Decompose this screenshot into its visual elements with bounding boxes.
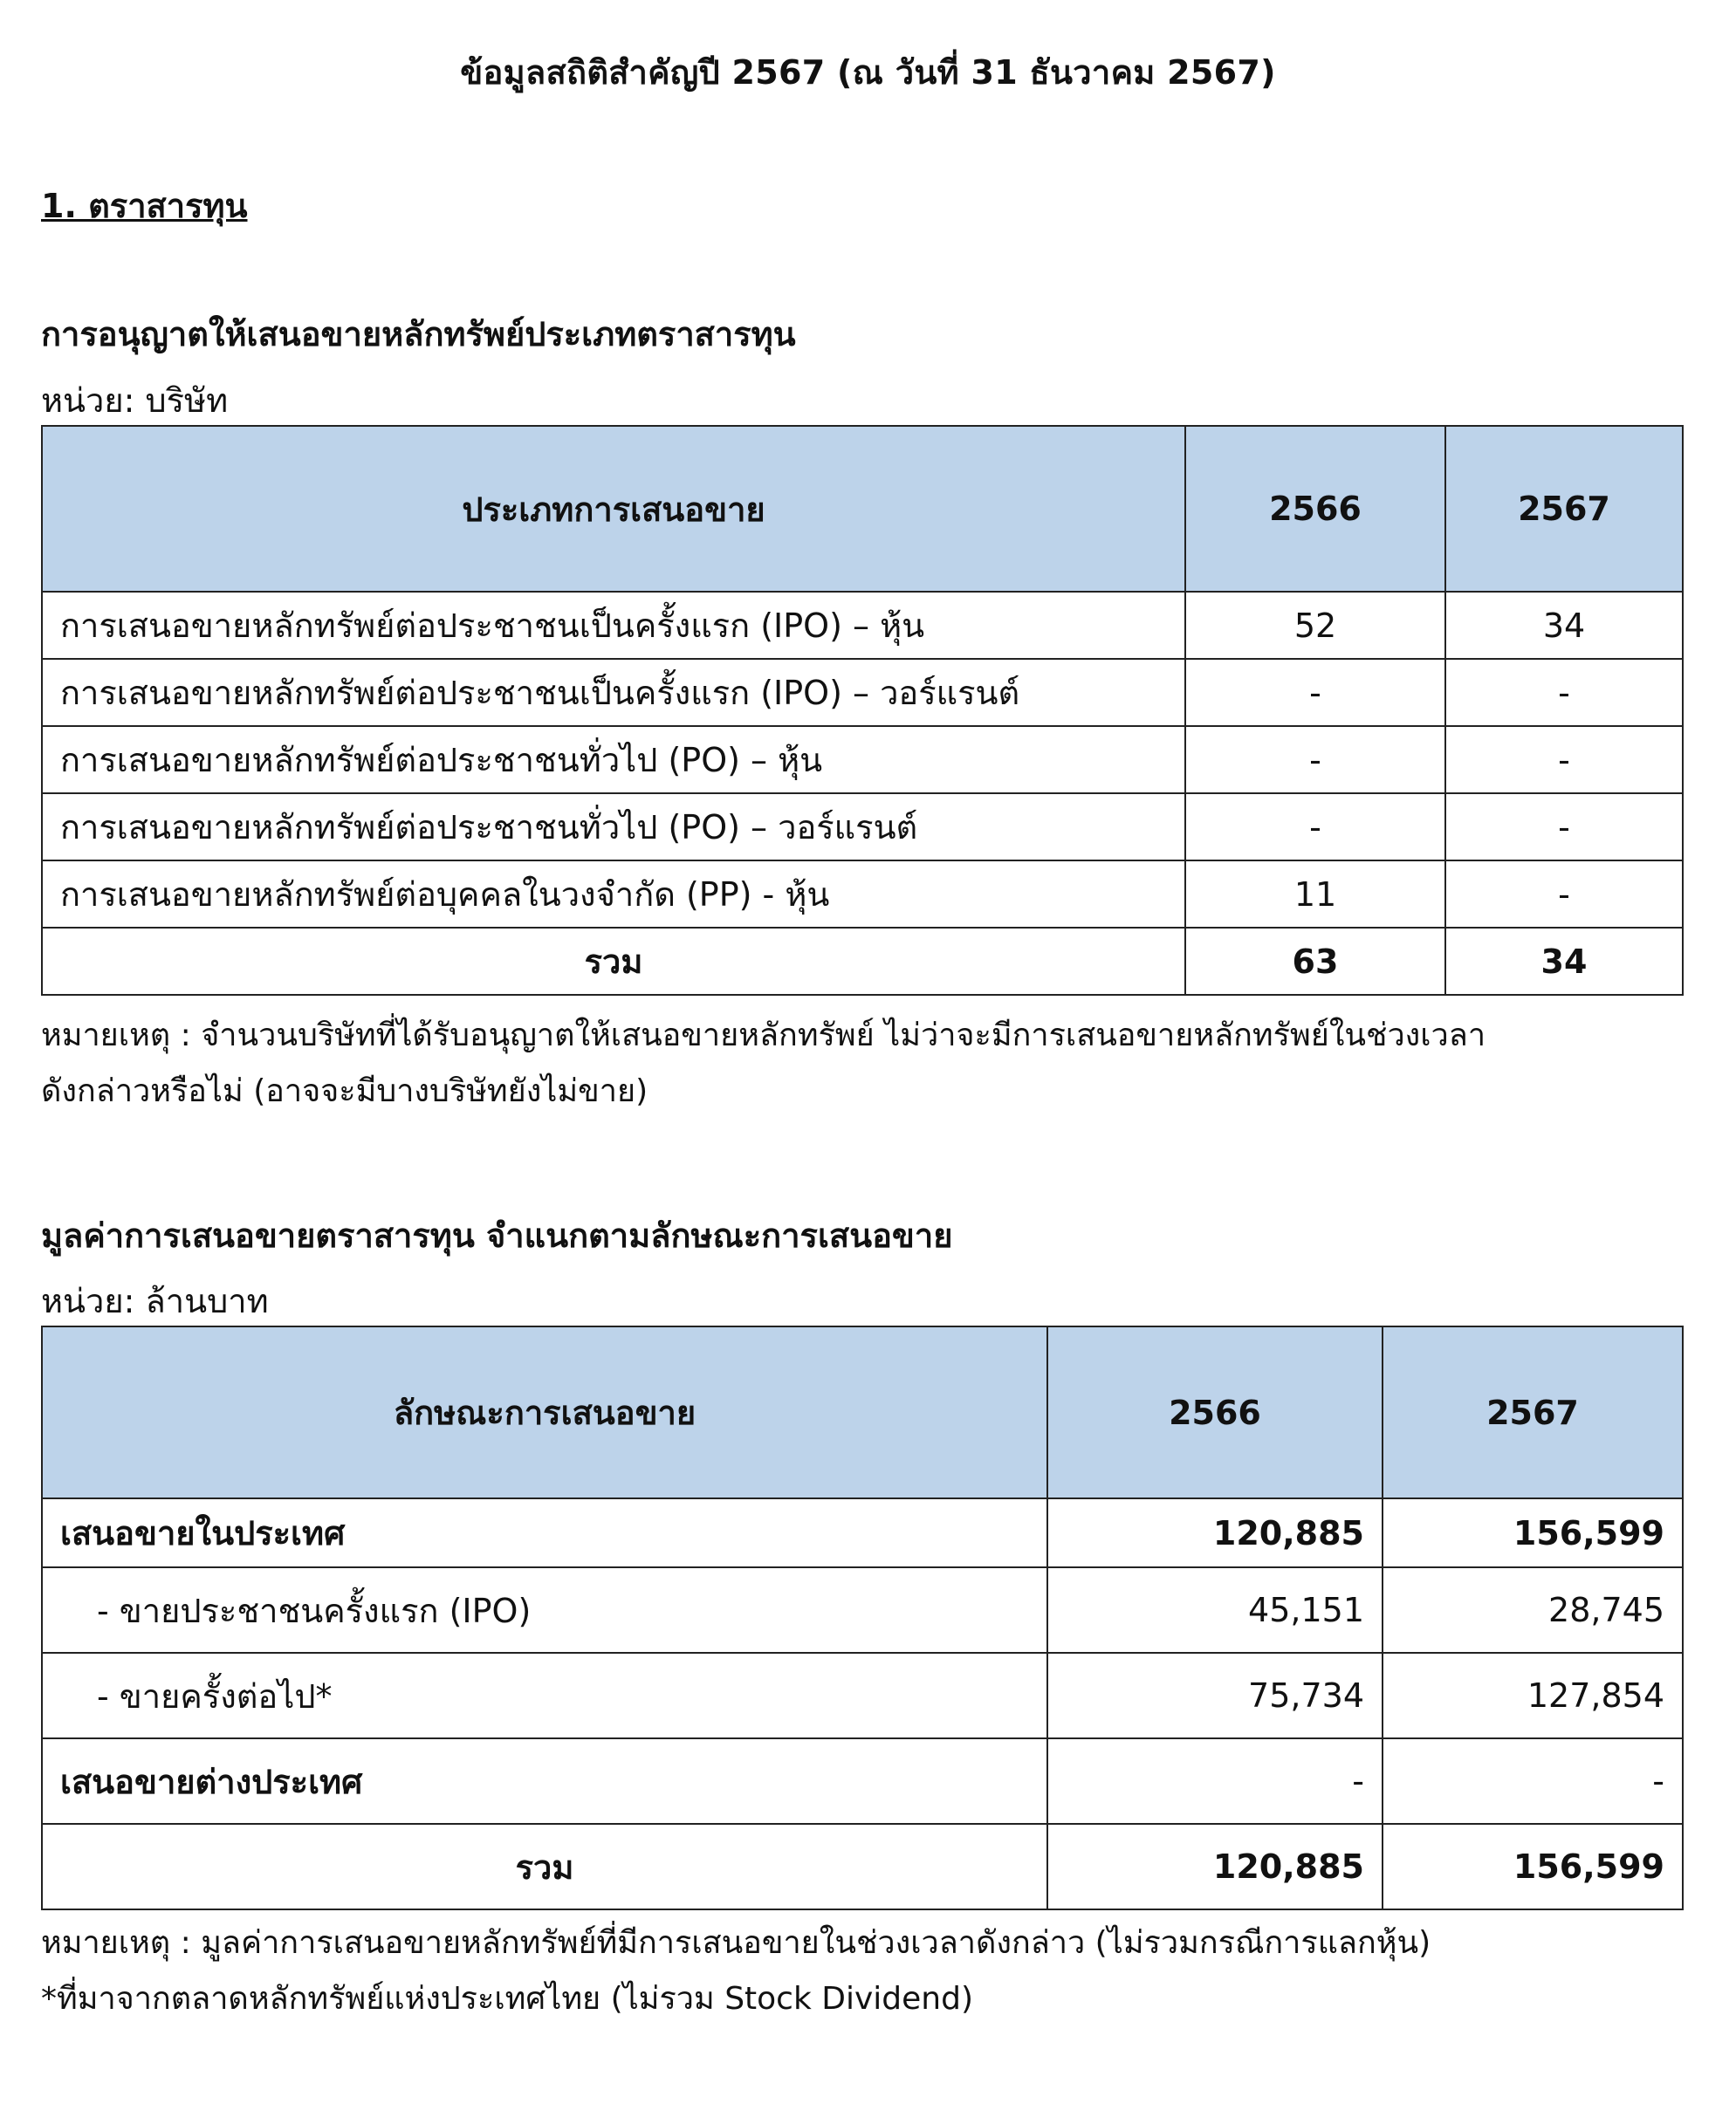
value-2567: 28,745 bbox=[1383, 1567, 1683, 1653]
row-label: การเสนอขายหลักทรัพย์ต่อประชาชนทั่วไป (PO) – หุ้น bbox=[42, 726, 1185, 793]
table-row bbox=[42, 860, 1683, 928]
header-year-2567: 2567 bbox=[1445, 426, 1683, 592]
approval-table-header-row bbox=[42, 426, 1683, 592]
value-table-caption: มูลค่าการเสนอขายตราสารทุน จำแนกตามลักษณะการเสนอขาย bbox=[41, 1216, 953, 1255]
header-year-2566: 2566 bbox=[1047, 1326, 1383, 1498]
note-line: *ที่มาจากตลาดหลักทรัพย์แห่งประเทศไทย (ไม่รวม Stock Dividend) bbox=[41, 1981, 974, 2017]
table-row bbox=[42, 1738, 1683, 1824]
value-2566: - bbox=[1185, 659, 1445, 726]
total-label: รวม bbox=[42, 928, 1185, 995]
table-row bbox=[42, 1498, 1683, 1567]
value-2567: 127,854 bbox=[1383, 1653, 1683, 1738]
table-row bbox=[42, 1567, 1683, 1653]
value-table-unit: หน่วย: ล้านบาท bbox=[41, 1282, 269, 1320]
value-2566: - bbox=[1047, 1738, 1383, 1824]
total-row bbox=[42, 928, 1683, 995]
value-2566: 52 bbox=[1185, 592, 1445, 659]
value-2566: 75,734 bbox=[1047, 1653, 1383, 1738]
value-table bbox=[41, 1326, 1684, 1910]
row-label: การเสนอขายหลักทรัพย์ต่อประชาชนเป็นครั้งแรก (IPO) – หุ้น bbox=[42, 592, 1185, 659]
total-2566: 120,885 bbox=[1047, 1824, 1383, 1909]
total-row bbox=[42, 1824, 1683, 1909]
header-offering-characteristic: ลักษณะการเสนอขาย bbox=[42, 1326, 1047, 1498]
approval-table-caption: การอนุญาตให้เสนอขายหลักทรัพย์ประเภทตราสารทุน bbox=[41, 315, 796, 353]
table-row bbox=[42, 726, 1683, 793]
value-2567: - bbox=[1445, 659, 1683, 726]
note-line: ดังกล่าวหรือไม่ (อาจจะมีบางบริษัทยังไม่ขาย) bbox=[41, 1073, 648, 1109]
page-title: ข้อมูลสถิติสำคัญปี 2567 (ณ วันที่ 31 ธันวาคม 2567) bbox=[460, 53, 1276, 92]
value-table-header-row bbox=[42, 1326, 1683, 1498]
total-2566: 63 bbox=[1185, 928, 1445, 995]
section-heading: 1. ตราสารทุน bbox=[41, 187, 248, 225]
value-2566: 120,885 bbox=[1047, 1498, 1383, 1567]
value-2567: - bbox=[1445, 860, 1683, 928]
value-table-note bbox=[41, 1916, 1431, 2027]
value-2567: - bbox=[1383, 1738, 1683, 1824]
value-2567: - bbox=[1445, 726, 1683, 793]
row-label: การเสนอขายหลักทรัพย์ต่อบุคคลในวงจำกัด (PP) - หุ้น bbox=[42, 860, 1185, 928]
table-row bbox=[42, 1653, 1683, 1738]
table-row bbox=[42, 659, 1683, 726]
value-2566: - bbox=[1185, 793, 1445, 860]
table-row bbox=[42, 793, 1683, 860]
header-year-2566: 2566 bbox=[1185, 426, 1445, 592]
note-line: หมายเหตุ : มูลค่าการเสนอขายหลักทรัพย์ที่มีการเสนอขายในช่วงเวลาดังกล่าว (ไม่รวมกรณีการแลกหุ้น) bbox=[41, 1925, 1431, 1961]
approval-table-unit: หน่วย: บริษัท bbox=[41, 381, 229, 420]
row-label: - ขายประชาชนครั้งแรก (IPO) bbox=[42, 1567, 1047, 1653]
value-2567: 156,599 bbox=[1383, 1498, 1683, 1567]
note-line: หมายเหตุ : จำนวนบริษัทที่ได้รับอนุญาตให้เสนอขายหลักทรัพย์ ไม่ว่าจะมีการเสนอขายหลักทรัพย์ในช่วงเวลา bbox=[41, 1018, 1486, 1053]
approval-table-note bbox=[41, 1008, 1486, 1120]
value-2566: 45,151 bbox=[1047, 1567, 1383, 1653]
total-label: รวม bbox=[42, 1824, 1047, 1909]
row-label: การเสนอขายหลักทรัพย์ต่อประชาชนเป็นครั้งแรก (IPO) – วอร์แรนต์ bbox=[42, 659, 1185, 726]
value-2567: 34 bbox=[1445, 592, 1683, 659]
value-2566: - bbox=[1185, 726, 1445, 793]
row-label: เสนอขายต่างประเทศ bbox=[42, 1738, 1047, 1824]
row-label: - ขายครั้งต่อไป* bbox=[42, 1653, 1047, 1738]
row-label: เสนอขายในประเทศ bbox=[42, 1498, 1047, 1567]
value-2566: 11 bbox=[1185, 860, 1445, 928]
total-2567: 34 bbox=[1445, 928, 1683, 995]
header-year-2567: 2567 bbox=[1383, 1326, 1683, 1498]
row-label: การเสนอขายหลักทรัพย์ต่อประชาชนทั่วไป (PO) – วอร์แรนต์ bbox=[42, 793, 1185, 860]
table-row bbox=[42, 592, 1683, 659]
total-2567: 156,599 bbox=[1383, 1824, 1683, 1909]
approval-table bbox=[41, 425, 1684, 996]
header-offering-type: ประเภทการเสนอขาย bbox=[42, 426, 1185, 592]
value-2567: - bbox=[1445, 793, 1683, 860]
